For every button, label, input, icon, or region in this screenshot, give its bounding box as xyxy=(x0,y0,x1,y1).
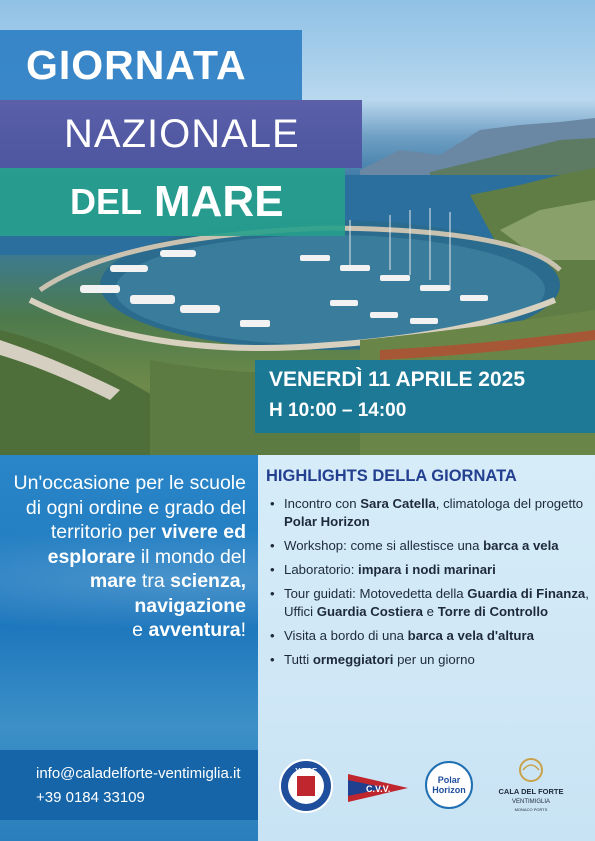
item-bold: barca a vela d'altura xyxy=(407,628,534,643)
intro-p4: e xyxy=(132,619,144,641)
cvv-text: C.V.V. xyxy=(366,784,391,794)
item-text: e xyxy=(423,604,438,619)
cala-text-3: MONACO PORTS xyxy=(514,807,548,812)
intro-p3: tra xyxy=(141,570,165,592)
highlights-title: HIGHLIGHTS DELLA GIORNATA xyxy=(266,467,517,485)
intro-p1: Un'occasione per le scuole di ogni ordine e grado del territorio per xyxy=(13,472,246,543)
item-bold: Guardia di Finanza xyxy=(467,586,586,601)
item-bold: Torre di Controllo xyxy=(437,604,549,619)
highlights-list xyxy=(268,495,593,675)
item-text: Incontro con xyxy=(284,496,361,511)
yccf-logo xyxy=(278,758,334,814)
contact-box xyxy=(0,750,258,820)
intro-b1: vivere ed esplorare xyxy=(47,521,246,568)
contact-email[interactable]: info@caladelforte-ventimiglia.it xyxy=(36,765,241,782)
title-giornata: GIORNATA xyxy=(26,41,247,88)
horizon-text: Horizon xyxy=(432,785,466,795)
intro-p5: ! xyxy=(240,619,246,641)
item-text: , Uffici xyxy=(284,586,589,619)
intro-text xyxy=(6,471,246,643)
event-date: VENERDÌ 11 APRILE 2025 xyxy=(269,368,525,391)
title-line-3 xyxy=(0,168,345,236)
item-text: , climatologa del progetto xyxy=(435,496,584,511)
item-bold: Sara Catella xyxy=(360,496,436,511)
item-bold: ormeggiatori xyxy=(312,652,394,667)
item-text: Laboratorio: xyxy=(284,562,359,577)
intro-b5: avventura xyxy=(148,619,241,641)
item-text: Tour guidati: Motovedetta della xyxy=(284,586,468,601)
list-item xyxy=(268,627,593,645)
title-mare: MARE xyxy=(154,177,284,226)
polar-horizon-logo xyxy=(424,760,474,810)
list-item xyxy=(268,495,593,531)
intro-b2: mare xyxy=(89,570,137,592)
cvv-logo xyxy=(346,770,410,806)
yccf-text: YCCF xyxy=(295,767,317,776)
title-nazionale: NAZIONALE xyxy=(64,111,300,156)
list-item xyxy=(268,537,593,555)
item-bold: Polar Horizon xyxy=(284,514,370,529)
item-bold: impara i nodi marinari xyxy=(358,562,496,577)
list-item xyxy=(268,651,593,669)
cala-text-2: VENTIMIGLIA xyxy=(511,799,551,805)
item-bold: Guardia Costiera xyxy=(316,604,424,619)
event-time: H 10:00 – 14:00 xyxy=(269,400,407,421)
cala-text-1: CALA DEL FORTE xyxy=(498,787,564,796)
polar-text: Polar xyxy=(437,775,461,785)
event-date-box xyxy=(255,360,595,433)
item-text: Visita a bordo di una xyxy=(284,628,408,643)
title-line-2 xyxy=(0,100,362,168)
item-text: Tutti xyxy=(284,652,313,667)
intro-p2: il mondo del xyxy=(140,545,246,568)
intro-b3: scienza, xyxy=(170,570,246,592)
item-bold: barca a vela xyxy=(483,538,559,553)
item-text: per un giorno xyxy=(393,652,475,667)
title-del: DEL xyxy=(70,181,142,222)
intro-b4: navigazione xyxy=(134,594,246,617)
title-line-1 xyxy=(0,30,302,100)
list-item xyxy=(268,585,593,621)
contact-phone[interactable]: +39 0184 33109 xyxy=(36,789,145,806)
item-text: Workshop: come si allestisce una xyxy=(284,538,484,553)
cala-del-forte-logo xyxy=(496,756,566,820)
sponsor-logos xyxy=(258,750,595,841)
list-item xyxy=(268,561,593,579)
